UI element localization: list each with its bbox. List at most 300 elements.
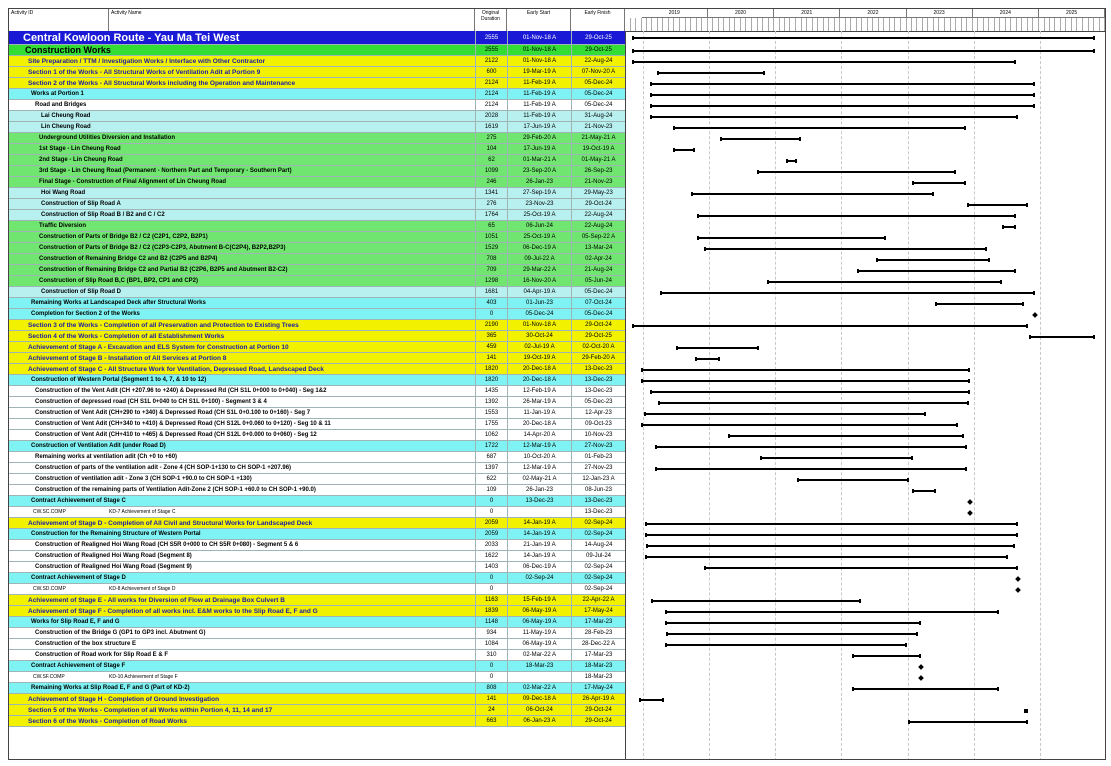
early-finish: 29-Feb-20 A bbox=[571, 353, 625, 363]
gantt-bar[interactable] bbox=[645, 534, 1018, 536]
early-finish: 31-Aug-24 bbox=[571, 111, 625, 121]
gantt-bar[interactable] bbox=[632, 37, 1095, 39]
early-finish: 02-Sep-24 bbox=[571, 584, 625, 594]
gantt-bar[interactable] bbox=[665, 622, 921, 624]
activity-name: Construction of Realigned Hoi Wang Road (Segment 8) bbox=[35, 553, 192, 559]
gantt-bar[interactable] bbox=[650, 83, 1035, 85]
col-early-start[interactable]: Early Start bbox=[507, 9, 571, 31]
activity-name: Works for Slip Road E, F and G bbox=[31, 619, 120, 625]
early-finish: 05-Dec-24 bbox=[571, 100, 625, 110]
orig-duration: 459 bbox=[475, 342, 507, 352]
early-finish: 07-Nov-20 A bbox=[571, 67, 625, 77]
early-finish: 17-May-24 bbox=[571, 606, 625, 616]
activity-row[interactable] bbox=[9, 45, 625, 56]
early-start bbox=[507, 584, 571, 594]
early-finish: 17-Mar-23 bbox=[571, 650, 625, 660]
early-start: 02-May-21 A bbox=[507, 474, 571, 484]
activity-row[interactable] bbox=[9, 661, 625, 672]
orig-duration: 1392 bbox=[475, 397, 507, 407]
activity-name: Site Preparation / TTM / Investigation Works / Interface with Other Contractor bbox=[28, 57, 266, 65]
early-start: 11-May-19 A bbox=[507, 628, 571, 638]
early-finish: 29-Oct-25 bbox=[571, 331, 625, 341]
activity-row[interactable] bbox=[9, 67, 625, 78]
year-2025: 2025 bbox=[1039, 9, 1105, 18]
gantt-bar[interactable] bbox=[650, 105, 1035, 107]
orig-duration: 0 bbox=[475, 496, 507, 506]
gantt-bar[interactable] bbox=[1024, 710, 1028, 712]
activity-name: Lin Cheung Road bbox=[41, 124, 91, 130]
early-start: 16-Nov-20 A bbox=[507, 276, 571, 286]
early-finish: 27-Nov-23 bbox=[571, 441, 625, 451]
gantt-bar[interactable] bbox=[673, 149, 695, 151]
early-finish: 05-Sep-22 A bbox=[571, 232, 625, 242]
early-start: 06-Jan-23 A bbox=[507, 716, 571, 726]
early-finish: 22-Aug-24 bbox=[571, 221, 625, 231]
activity-name: Final Stage - Construction of Final Alignment of Lin Cheung Road bbox=[39, 179, 227, 185]
activity-row[interactable] bbox=[9, 463, 625, 474]
activity-name: Construction Works bbox=[25, 45, 111, 55]
orig-duration: 109 bbox=[475, 485, 507, 495]
month-tick bbox=[1100, 18, 1105, 31]
gantt-bar[interactable] bbox=[632, 61, 1016, 63]
milestone-diamond[interactable] bbox=[918, 664, 924, 670]
activity-row[interactable] bbox=[9, 331, 625, 342]
year-2022: 2022 bbox=[840, 9, 906, 18]
activity-row[interactable] bbox=[9, 111, 625, 122]
activity-row[interactable] bbox=[9, 430, 625, 441]
gantt-bar[interactable] bbox=[645, 523, 1018, 525]
activity-row[interactable] bbox=[9, 518, 625, 529]
gantt-bar[interactable] bbox=[786, 160, 797, 162]
gantt-bar[interactable] bbox=[660, 292, 1036, 294]
gantt-bar[interactable] bbox=[695, 358, 719, 360]
activity-name: Hoi Wang Road bbox=[41, 190, 86, 196]
activity-row[interactable] bbox=[9, 364, 625, 375]
activity-row[interactable] bbox=[9, 408, 625, 419]
early-start: 20-Dec-18 A bbox=[507, 364, 571, 374]
activity-row[interactable] bbox=[9, 628, 625, 639]
activity-row[interactable] bbox=[9, 56, 625, 67]
activity-name: Works at Portion 1 bbox=[31, 91, 84, 97]
activity-name: Section 6 of the Works - Completion of Road Works bbox=[28, 717, 188, 725]
early-start: 23-Nov-23 bbox=[507, 199, 571, 209]
early-start: 13-Dec-23 bbox=[507, 496, 571, 506]
early-finish: 02-Oct-20 A bbox=[571, 342, 625, 352]
activity-name: Achievement of Stage F - Completion of all works incl. E&M works to the Slip Road E, F and G bbox=[28, 607, 318, 615]
activity-row[interactable] bbox=[9, 155, 625, 166]
activity-name: 3rd Stage - Lin Cheung Road (Permanent - Northern Part and Temporary - Southern Part) bbox=[39, 168, 292, 174]
gantt-bar[interactable] bbox=[641, 369, 971, 371]
activity-name: Construction of Realigned Hoi Wang Road (CH S5R 0+000 to CH S5R 0+080) - Segment 5 & 6 bbox=[35, 542, 299, 548]
gantt-bar[interactable] bbox=[644, 413, 925, 415]
activity-row[interactable] bbox=[9, 485, 625, 496]
orig-duration: 1163 bbox=[475, 595, 507, 605]
gantt-bar[interactable] bbox=[641, 380, 971, 382]
early-finish: 26-Apr-19 A bbox=[571, 694, 625, 704]
early-start: 30-Oct-24 bbox=[507, 331, 571, 341]
gantt-chart bbox=[625, 31, 1106, 760]
gantt-bar[interactable] bbox=[691, 193, 934, 195]
gantt-bar[interactable] bbox=[852, 688, 998, 690]
activity-name: 1st Stage - Lin Cheung Road bbox=[39, 146, 121, 152]
milestone-row[interactable] bbox=[9, 584, 625, 595]
early-start: 25-Oct-19 A bbox=[507, 210, 571, 220]
activity-row[interactable] bbox=[9, 353, 625, 364]
early-finish: 21-Aug-24 bbox=[571, 265, 625, 275]
gantt-bar[interactable] bbox=[697, 215, 1017, 217]
orig-duration: 141 bbox=[475, 353, 507, 363]
activity-row[interactable] bbox=[9, 595, 625, 606]
early-start: 06-May-19 A bbox=[507, 606, 571, 616]
gantt-bar[interactable] bbox=[646, 545, 1014, 547]
gantt-bar[interactable] bbox=[728, 435, 965, 437]
activity-name: Road and Bridges bbox=[35, 102, 87, 108]
orig-duration: 1820 bbox=[475, 375, 507, 385]
gantt-bar[interactable] bbox=[641, 424, 959, 426]
gantt-bar[interactable] bbox=[645, 556, 1008, 558]
activity-row[interactable] bbox=[9, 309, 625, 320]
orig-duration: 1619 bbox=[475, 122, 507, 132]
activity-row[interactable] bbox=[9, 573, 625, 584]
gantt-bar[interactable] bbox=[797, 479, 909, 481]
year-gridline bbox=[974, 31, 975, 760]
activity-name: Construction of Slip Road A bbox=[41, 201, 121, 207]
gantt-bar[interactable] bbox=[639, 699, 664, 701]
early-finish: 05-Dec-24 bbox=[571, 287, 625, 297]
activity-row[interactable] bbox=[9, 243, 625, 254]
milestone-row[interactable] bbox=[9, 507, 625, 518]
col-orig-duration[interactable]: Original Duration bbox=[475, 9, 507, 31]
activity-row[interactable] bbox=[9, 496, 625, 507]
gantt-bar[interactable] bbox=[697, 237, 887, 239]
activity-row[interactable] bbox=[9, 386, 625, 397]
early-start: 01-Nov-18 A bbox=[507, 56, 571, 66]
gantt-bar[interactable] bbox=[967, 204, 1029, 206]
col-early-finish[interactable]: Early Finish bbox=[571, 9, 625, 31]
early-finish: 02-Sep-24 bbox=[571, 573, 625, 583]
milestone-diamond[interactable] bbox=[967, 510, 973, 516]
activity-name: KD-8 Achievement of Stage D bbox=[109, 586, 176, 592]
early-start: 06-May-19 A bbox=[507, 617, 571, 627]
early-start: 10-Oct-20 A bbox=[507, 452, 571, 462]
gantt-bar[interactable] bbox=[908, 721, 1028, 723]
activity-name: Contract Achievement of Stage F bbox=[31, 663, 126, 669]
early-finish: 05-Jun-24 bbox=[571, 276, 625, 286]
early-finish: 02-Sep-24 bbox=[571, 518, 625, 528]
gantt-bar[interactable] bbox=[665, 644, 906, 646]
gantt-bar[interactable] bbox=[704, 248, 987, 250]
orig-duration: 709 bbox=[475, 265, 507, 275]
early-finish: 17-Mar-23 bbox=[571, 617, 625, 627]
activity-name: Construction of Vent Adit (CH+290 to +340) & Depressed Road (CH S1L 0+0.100 to 0+160) - Seg 7 bbox=[35, 410, 311, 416]
early-start: 17-Jun-19 A bbox=[507, 144, 571, 154]
activity-row[interactable] bbox=[9, 474, 625, 485]
activity-row[interactable] bbox=[9, 606, 625, 617]
early-finish: 02-Sep-24 bbox=[571, 529, 625, 539]
gantt-bar[interactable] bbox=[650, 116, 1018, 118]
activity-row[interactable] bbox=[9, 254, 625, 265]
activity-row[interactable] bbox=[9, 78, 625, 89]
gantt-sheet bbox=[8, 8, 1106, 760]
early-start: 06-Dec-19 A bbox=[507, 562, 571, 572]
activity-row[interactable] bbox=[9, 540, 625, 551]
early-finish: 02-Sep-24 bbox=[571, 562, 625, 572]
activity-row[interactable] bbox=[9, 177, 625, 188]
activity-row[interactable] bbox=[9, 144, 625, 155]
early-start: 06-May-19 A bbox=[507, 639, 571, 649]
activity-row[interactable] bbox=[9, 375, 625, 386]
early-finish: 28-Feb-23 bbox=[571, 628, 625, 638]
gantt-bar[interactable] bbox=[673, 127, 966, 129]
early-finish: 10-Nov-23 bbox=[571, 430, 625, 440]
orig-duration: 141 bbox=[475, 694, 507, 704]
orig-duration: 708 bbox=[475, 254, 507, 264]
col-activity-id[interactable]: Activity ID bbox=[9, 9, 109, 31]
orig-duration: 65 bbox=[475, 221, 507, 231]
activity-row[interactable] bbox=[9, 650, 625, 661]
gantt-bar[interactable] bbox=[852, 655, 921, 657]
gantt-bar[interactable] bbox=[760, 457, 913, 459]
activity-name: Construction of Slip Road D bbox=[41, 289, 121, 295]
orig-duration: 1341 bbox=[475, 188, 507, 198]
orig-duration: 2033 bbox=[475, 540, 507, 550]
activity-name: KD-7 Achievement of Stage C bbox=[109, 509, 176, 515]
activity-row[interactable] bbox=[9, 683, 625, 694]
gantt-bar[interactable] bbox=[1002, 226, 1016, 228]
early-start: 06-Jun-24 bbox=[507, 221, 571, 231]
activity-row[interactable] bbox=[9, 166, 625, 177]
activity-row[interactable] bbox=[9, 694, 625, 705]
activity-row[interactable] bbox=[9, 298, 625, 309]
early-start: 01-Jun-23 bbox=[507, 298, 571, 308]
early-finish: 05-Dec-23 bbox=[571, 397, 625, 407]
gantt-bar[interactable] bbox=[912, 490, 936, 492]
early-finish: 08-Jun-23 bbox=[571, 485, 625, 495]
gantt-bar[interactable] bbox=[767, 281, 1002, 283]
activity-id: CW.SF.COMP bbox=[33, 674, 65, 680]
gantt-bar[interactable] bbox=[935, 303, 1025, 305]
orig-duration: 1148 bbox=[475, 617, 507, 627]
gantt-bar[interactable] bbox=[666, 633, 918, 635]
activity-name: Construction of the Bridge G (GP1 to GP3 incl. Abutment G) bbox=[35, 630, 206, 636]
activity-name: Construction of the remaining parts of Ventilation Adit-Zone 2 (CH SOP-1 +60.0 to CH SOP-1 +90.0) bbox=[35, 487, 316, 493]
activity-row[interactable] bbox=[9, 133, 625, 144]
activity-row[interactable] bbox=[9, 705, 625, 716]
early-finish: 18-Mar-23 bbox=[571, 672, 625, 682]
activity-row[interactable] bbox=[9, 188, 625, 199]
early-start: 12-Mar-19 A bbox=[507, 463, 571, 473]
early-finish: 29-Oct-24 bbox=[571, 705, 625, 715]
gantt-bar[interactable] bbox=[657, 72, 766, 74]
milestone-diamond[interactable] bbox=[1015, 587, 1021, 593]
orig-duration: 1062 bbox=[475, 430, 507, 440]
activity-row[interactable] bbox=[9, 397, 625, 408]
orig-duration: 1051 bbox=[475, 232, 507, 242]
activity-row[interactable] bbox=[9, 232, 625, 243]
milestone-diamond[interactable] bbox=[918, 675, 924, 681]
orig-duration: 2555 bbox=[475, 31, 507, 44]
activity-row[interactable] bbox=[9, 639, 625, 650]
early-finish: 13-Dec-23 bbox=[571, 507, 625, 517]
activity-row[interactable] bbox=[9, 441, 625, 452]
early-finish: 09-Oct-23 bbox=[571, 419, 625, 429]
early-start: 02-Mar-22 A bbox=[507, 650, 571, 660]
gantt-bar[interactable] bbox=[650, 94, 1035, 96]
gantt-bar[interactable] bbox=[876, 259, 991, 261]
orig-duration: 0 bbox=[475, 672, 507, 682]
year-2021: 2021 bbox=[774, 9, 840, 18]
activity-row[interactable] bbox=[9, 419, 625, 430]
activity-row[interactable] bbox=[9, 210, 625, 221]
year-gridline bbox=[841, 31, 842, 760]
early-finish: 09-Jul-24 bbox=[571, 551, 625, 561]
gantt-bar[interactable] bbox=[1029, 336, 1095, 338]
activity-row[interactable] bbox=[9, 100, 625, 111]
early-start: 20-Dec-18 A bbox=[507, 375, 571, 385]
early-start: 17-Jun-19 A bbox=[507, 122, 571, 132]
orig-duration: 1764 bbox=[475, 210, 507, 220]
early-finish: 27-Nov-23 bbox=[571, 463, 625, 473]
orig-duration: 1553 bbox=[475, 408, 507, 418]
early-start: 11-Feb-19 A bbox=[507, 78, 571, 88]
early-start: 04-Apr-19 A bbox=[507, 287, 571, 297]
year-gridline bbox=[643, 31, 644, 760]
early-finish: 17-May-24 bbox=[571, 683, 625, 693]
early-finish: 21-Nov-23 bbox=[571, 177, 625, 187]
gantt-bar[interactable] bbox=[655, 446, 967, 448]
orig-duration: 1681 bbox=[475, 287, 507, 297]
orig-duration: 1722 bbox=[475, 441, 507, 451]
early-finish: 05-Dec-24 bbox=[571, 78, 625, 88]
milestone-diamond[interactable] bbox=[1015, 576, 1021, 582]
milestone-diamond[interactable] bbox=[1032, 312, 1038, 318]
activity-name: Construction of Road work for Slip Road E & F bbox=[35, 652, 168, 658]
orig-duration: 2059 bbox=[475, 518, 507, 528]
activity-name: Construction of Parts of Bridge B2 / C2 (C2P1, C2P2, B2P1) bbox=[39, 234, 208, 240]
activity-row[interactable] bbox=[9, 221, 625, 232]
orig-duration: 622 bbox=[475, 474, 507, 484]
year-gridline bbox=[775, 31, 776, 760]
activity-name: Remaining Works at Landscaped Deck after Structural Works bbox=[31, 300, 206, 306]
early-finish: 01-May-21 A bbox=[571, 155, 625, 165]
activity-row[interactable] bbox=[9, 617, 625, 628]
orig-duration: 2124 bbox=[475, 78, 507, 88]
year-gridline bbox=[709, 31, 710, 760]
activity-row[interactable] bbox=[9, 562, 625, 573]
gantt-bar[interactable] bbox=[632, 50, 1095, 52]
gantt-bar[interactable] bbox=[857, 270, 1016, 272]
early-finish: 13-Dec-23 bbox=[571, 364, 625, 374]
early-start: 05-Dec-24 bbox=[507, 309, 571, 319]
orig-duration: 1529 bbox=[475, 243, 507, 253]
activity-name: Construction of Slip Road B / B2 and C / C2 bbox=[41, 212, 165, 218]
activity-row[interactable] bbox=[9, 529, 625, 540]
orig-duration: 1820 bbox=[475, 364, 507, 374]
activity-name: Section 5 of the Works - Completion of all Works within Portion 4, 11, 14 and 17 bbox=[28, 706, 273, 714]
activity-row[interactable] bbox=[9, 716, 625, 727]
early-start: 26-Jan-23 bbox=[507, 177, 571, 187]
gantt-bar[interactable] bbox=[651, 600, 862, 602]
activity-row[interactable] bbox=[9, 276, 625, 287]
early-finish: 28-Dec-22 A bbox=[571, 639, 625, 649]
gantt-bar[interactable] bbox=[757, 171, 956, 173]
activity-row[interactable] bbox=[9, 452, 625, 463]
orig-duration: 663 bbox=[475, 716, 507, 726]
early-start: 14-Jan-19 A bbox=[507, 529, 571, 539]
activity-name: Achievement of Stage D - Completion of All Civil and Structural Works for Landscaped Deck bbox=[28, 519, 313, 527]
orig-duration: 1298 bbox=[475, 276, 507, 286]
early-start: 29-Feb-20 A bbox=[507, 133, 571, 143]
gantt-bar[interactable] bbox=[704, 567, 1018, 569]
early-start: 01-Nov-18 A bbox=[507, 31, 571, 44]
early-finish: 22-Apr-22 A bbox=[571, 595, 625, 605]
milestone-diamond[interactable] bbox=[967, 499, 973, 505]
early-finish: 26-Sep-23 bbox=[571, 166, 625, 176]
activity-name: Central Kowloon Route - Yau Ma Tei West bbox=[23, 31, 240, 44]
activity-name: Remaining Works at Slip Road E, F and G (Part of KD-2) bbox=[31, 685, 190, 691]
early-start: 06-Dec-19 A bbox=[507, 243, 571, 253]
gantt-bar[interactable] bbox=[665, 611, 998, 613]
milestone-row[interactable] bbox=[9, 672, 625, 683]
gantt-bar[interactable] bbox=[676, 347, 759, 349]
activity-row[interactable] bbox=[9, 551, 625, 562]
gantt-bar[interactable] bbox=[650, 391, 970, 393]
gantt-bar[interactable] bbox=[658, 402, 969, 404]
activity-name: Construction for the Remaining Structure of Western Portal bbox=[31, 531, 201, 537]
gantt-bar[interactable] bbox=[912, 182, 966, 184]
early-start: 14-Apr-20 A bbox=[507, 430, 571, 440]
activity-name: KD-10 Achievement of Stage F bbox=[109, 674, 178, 680]
early-start bbox=[507, 672, 571, 682]
early-finish: 29-May-23 bbox=[571, 188, 625, 198]
early-finish: 13-Dec-23 bbox=[571, 386, 625, 396]
orig-duration: 403 bbox=[475, 298, 507, 308]
activity-row[interactable] bbox=[9, 287, 625, 298]
activity-name: Achievement of Stage B - Installation of All Services at Portion 8 bbox=[28, 354, 227, 362]
early-finish: 29-Oct-25 bbox=[571, 31, 625, 44]
activity-name: Construction of Ventilation Adit (under Road D) bbox=[31, 443, 166, 449]
early-start: 14-Jan-19 A bbox=[507, 518, 571, 528]
orig-duration: 1403 bbox=[475, 562, 507, 572]
activity-row[interactable] bbox=[9, 265, 625, 276]
orig-duration: 275 bbox=[475, 133, 507, 143]
orig-duration: 2059 bbox=[475, 529, 507, 539]
activity-name: Construction of the Vent Adit (CH +207.96 to +240) & Depressed Rd (CH S1L 0+000 to 0+040) - Seg 1&2 bbox=[35, 388, 327, 394]
early-start: 12-Feb-19 A bbox=[507, 386, 571, 396]
orig-duration: 24 bbox=[475, 705, 507, 715]
early-finish: 18-Mar-23 bbox=[571, 661, 625, 671]
activity-name: Section 4 of the Works - Completion of all Establishment Works bbox=[28, 332, 225, 340]
col-activity-name[interactable]: Activity Name bbox=[109, 9, 475, 31]
activity-row[interactable] bbox=[9, 320, 625, 331]
early-finish: 21-Nov-23 bbox=[571, 122, 625, 132]
activity-name: Achievement of Stage H - Completion of Ground Investigation bbox=[28, 695, 220, 703]
activity-row[interactable] bbox=[9, 342, 625, 353]
gantt-bar[interactable] bbox=[632, 325, 1029, 327]
activity-row[interactable] bbox=[9, 89, 625, 100]
activity-name: Achievement of Stage A - Excavation and ELS System for Construction at Portion 10 bbox=[28, 343, 289, 351]
year-gridline bbox=[1040, 31, 1041, 760]
gantt-bar[interactable] bbox=[655, 468, 967, 470]
gantt-bar[interactable] bbox=[720, 138, 801, 140]
activity-row[interactable] bbox=[9, 199, 625, 210]
activity-row[interactable] bbox=[9, 122, 625, 133]
early-finish: 29-Oct-25 bbox=[571, 45, 625, 55]
orig-duration: 1755 bbox=[475, 419, 507, 429]
activity-name: Construction of Vent Adit (CH+410 to +465) & Depressed Road (CH S12L 0+0.000 to 0+060) - Seg 12 bbox=[35, 432, 317, 438]
early-finish: 05-Dec-24 bbox=[571, 89, 625, 99]
activity-row[interactable] bbox=[9, 31, 625, 45]
